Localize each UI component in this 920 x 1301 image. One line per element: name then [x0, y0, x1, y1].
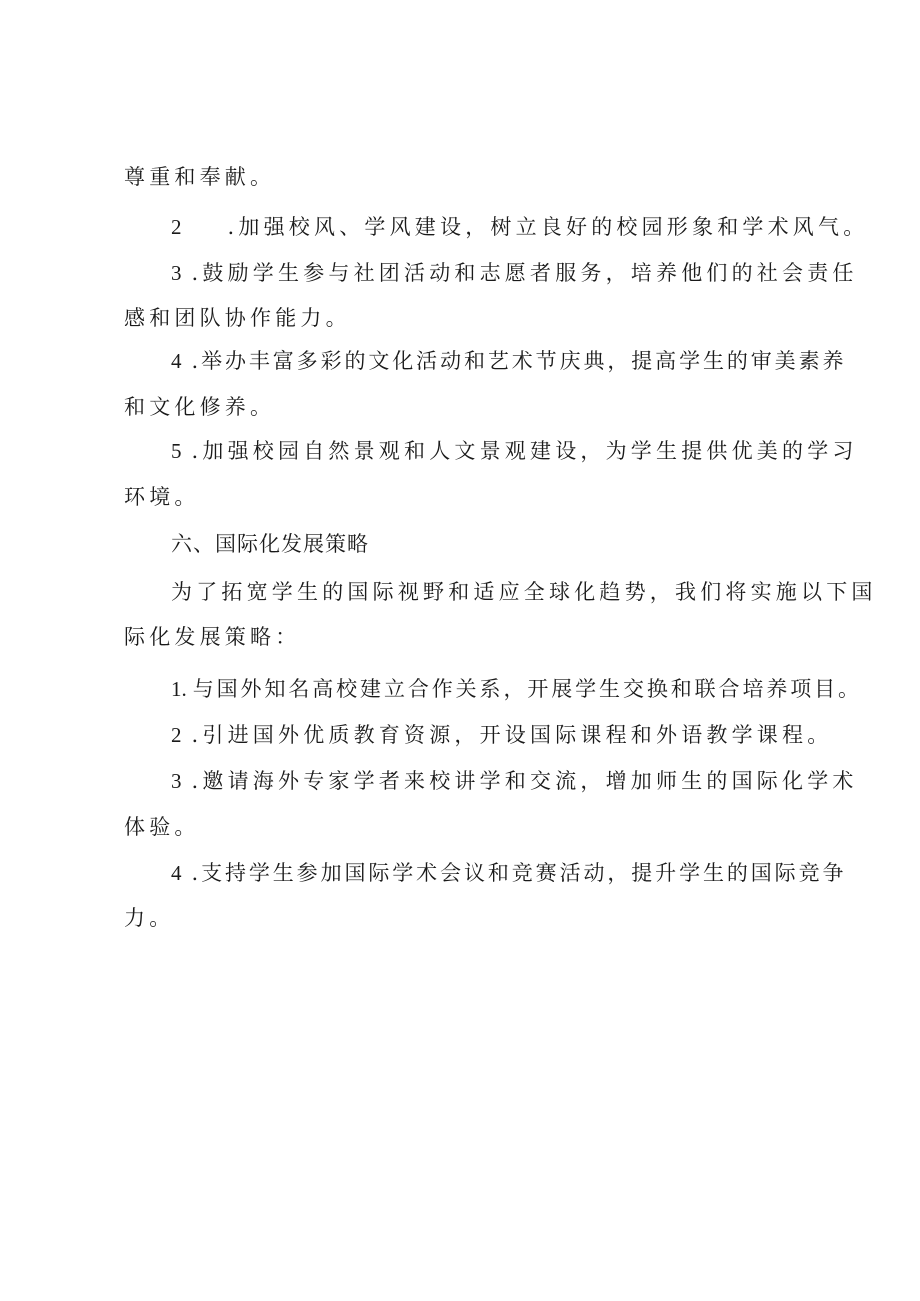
list-item-text: 支持学生参加国际学术会议和竞赛活动，提升学生的国际竞争 — [201, 861, 847, 885]
list-separator: . — [191, 769, 203, 793]
list-a-item-5-continuation — [124, 482, 200, 512]
list-number: 2 — [171, 215, 182, 239]
list-item-text: 加强校风、学风建设，树立良好的校园形象和学术风气。 — [238, 215, 869, 239]
list-b-item-1 — [171, 674, 862, 704]
continuation-text: 尊重和奉献。 — [124, 165, 276, 189]
list-item-text: 邀请海外专家学者来校讲学和交流，增加师生的国际化学术 — [202, 769, 858, 793]
list-item-text: 与国外知名高校建立合作关系，开展学生交换和联合培养项目。 — [192, 677, 862, 701]
list-b-item-2 — [171, 720, 832, 750]
section-heading — [171, 529, 369, 559]
section-heading-text: 六、国际化发展策略 — [171, 532, 369, 556]
list-number: 4 — [171, 349, 182, 373]
list-b-item-3 — [171, 766, 858, 796]
list-separator: . — [191, 861, 202, 885]
list-a-item-3 — [171, 258, 858, 288]
list-b-item-4-continuation — [124, 903, 174, 933]
list-item-text: 鼓励学生参与社团活动和志愿者服务，培养他们的社会责任 — [202, 261, 858, 285]
list-a-item-4-continuation — [124, 392, 275, 422]
paragraph-continuation — [124, 162, 275, 192]
list-a-item-4 — [171, 346, 846, 376]
list-number: 4 — [171, 861, 182, 885]
list-item-text: 引进国外优质教育资源，开设国际课程和外语教学课程。 — [202, 723, 833, 747]
list-item-text: 和文化修养。 — [124, 395, 276, 419]
list-item-text: 感和团队协作能力。 — [124, 306, 351, 330]
list-a-item-2 — [171, 212, 868, 242]
list-b-item-3-continuation — [124, 812, 200, 842]
list-number: 5 — [171, 439, 182, 463]
list-item-text: 加强校园自然景观和人文景观建设，为学生提供优美的学习 — [202, 439, 858, 463]
list-number: 3 — [171, 769, 182, 793]
list-separator: . — [227, 215, 239, 239]
list-b-item-4 — [171, 858, 846, 888]
list-a-item-3-continuation — [124, 303, 351, 333]
list-item-text: 体验。 — [124, 815, 200, 839]
list-item-text: 环境。 — [124, 485, 200, 509]
list-number: 3 — [171, 261, 182, 285]
list-separator: . — [191, 723, 203, 747]
intro-paragraph-continuation — [124, 622, 300, 652]
list-a-item-5 — [171, 436, 858, 466]
intro-text: 为了拓宽学生的国际视野和适应全球化趋势，我们将实施以下国 — [171, 580, 877, 604]
list-separator: . — [191, 439, 203, 463]
list-number: 2 — [171, 723, 182, 747]
list-number: 1. — [171, 677, 187, 701]
list-separator: . — [191, 349, 202, 373]
intro-text: 际化发展策略： — [124, 625, 301, 649]
list-separator: . — [191, 261, 203, 285]
list-item-text: 力。 — [124, 906, 175, 930]
intro-paragraph — [171, 577, 877, 607]
list-item-text: 举办丰富多彩的文化活动和艺术节庆典，提高学生的审美素养 — [201, 349, 847, 373]
